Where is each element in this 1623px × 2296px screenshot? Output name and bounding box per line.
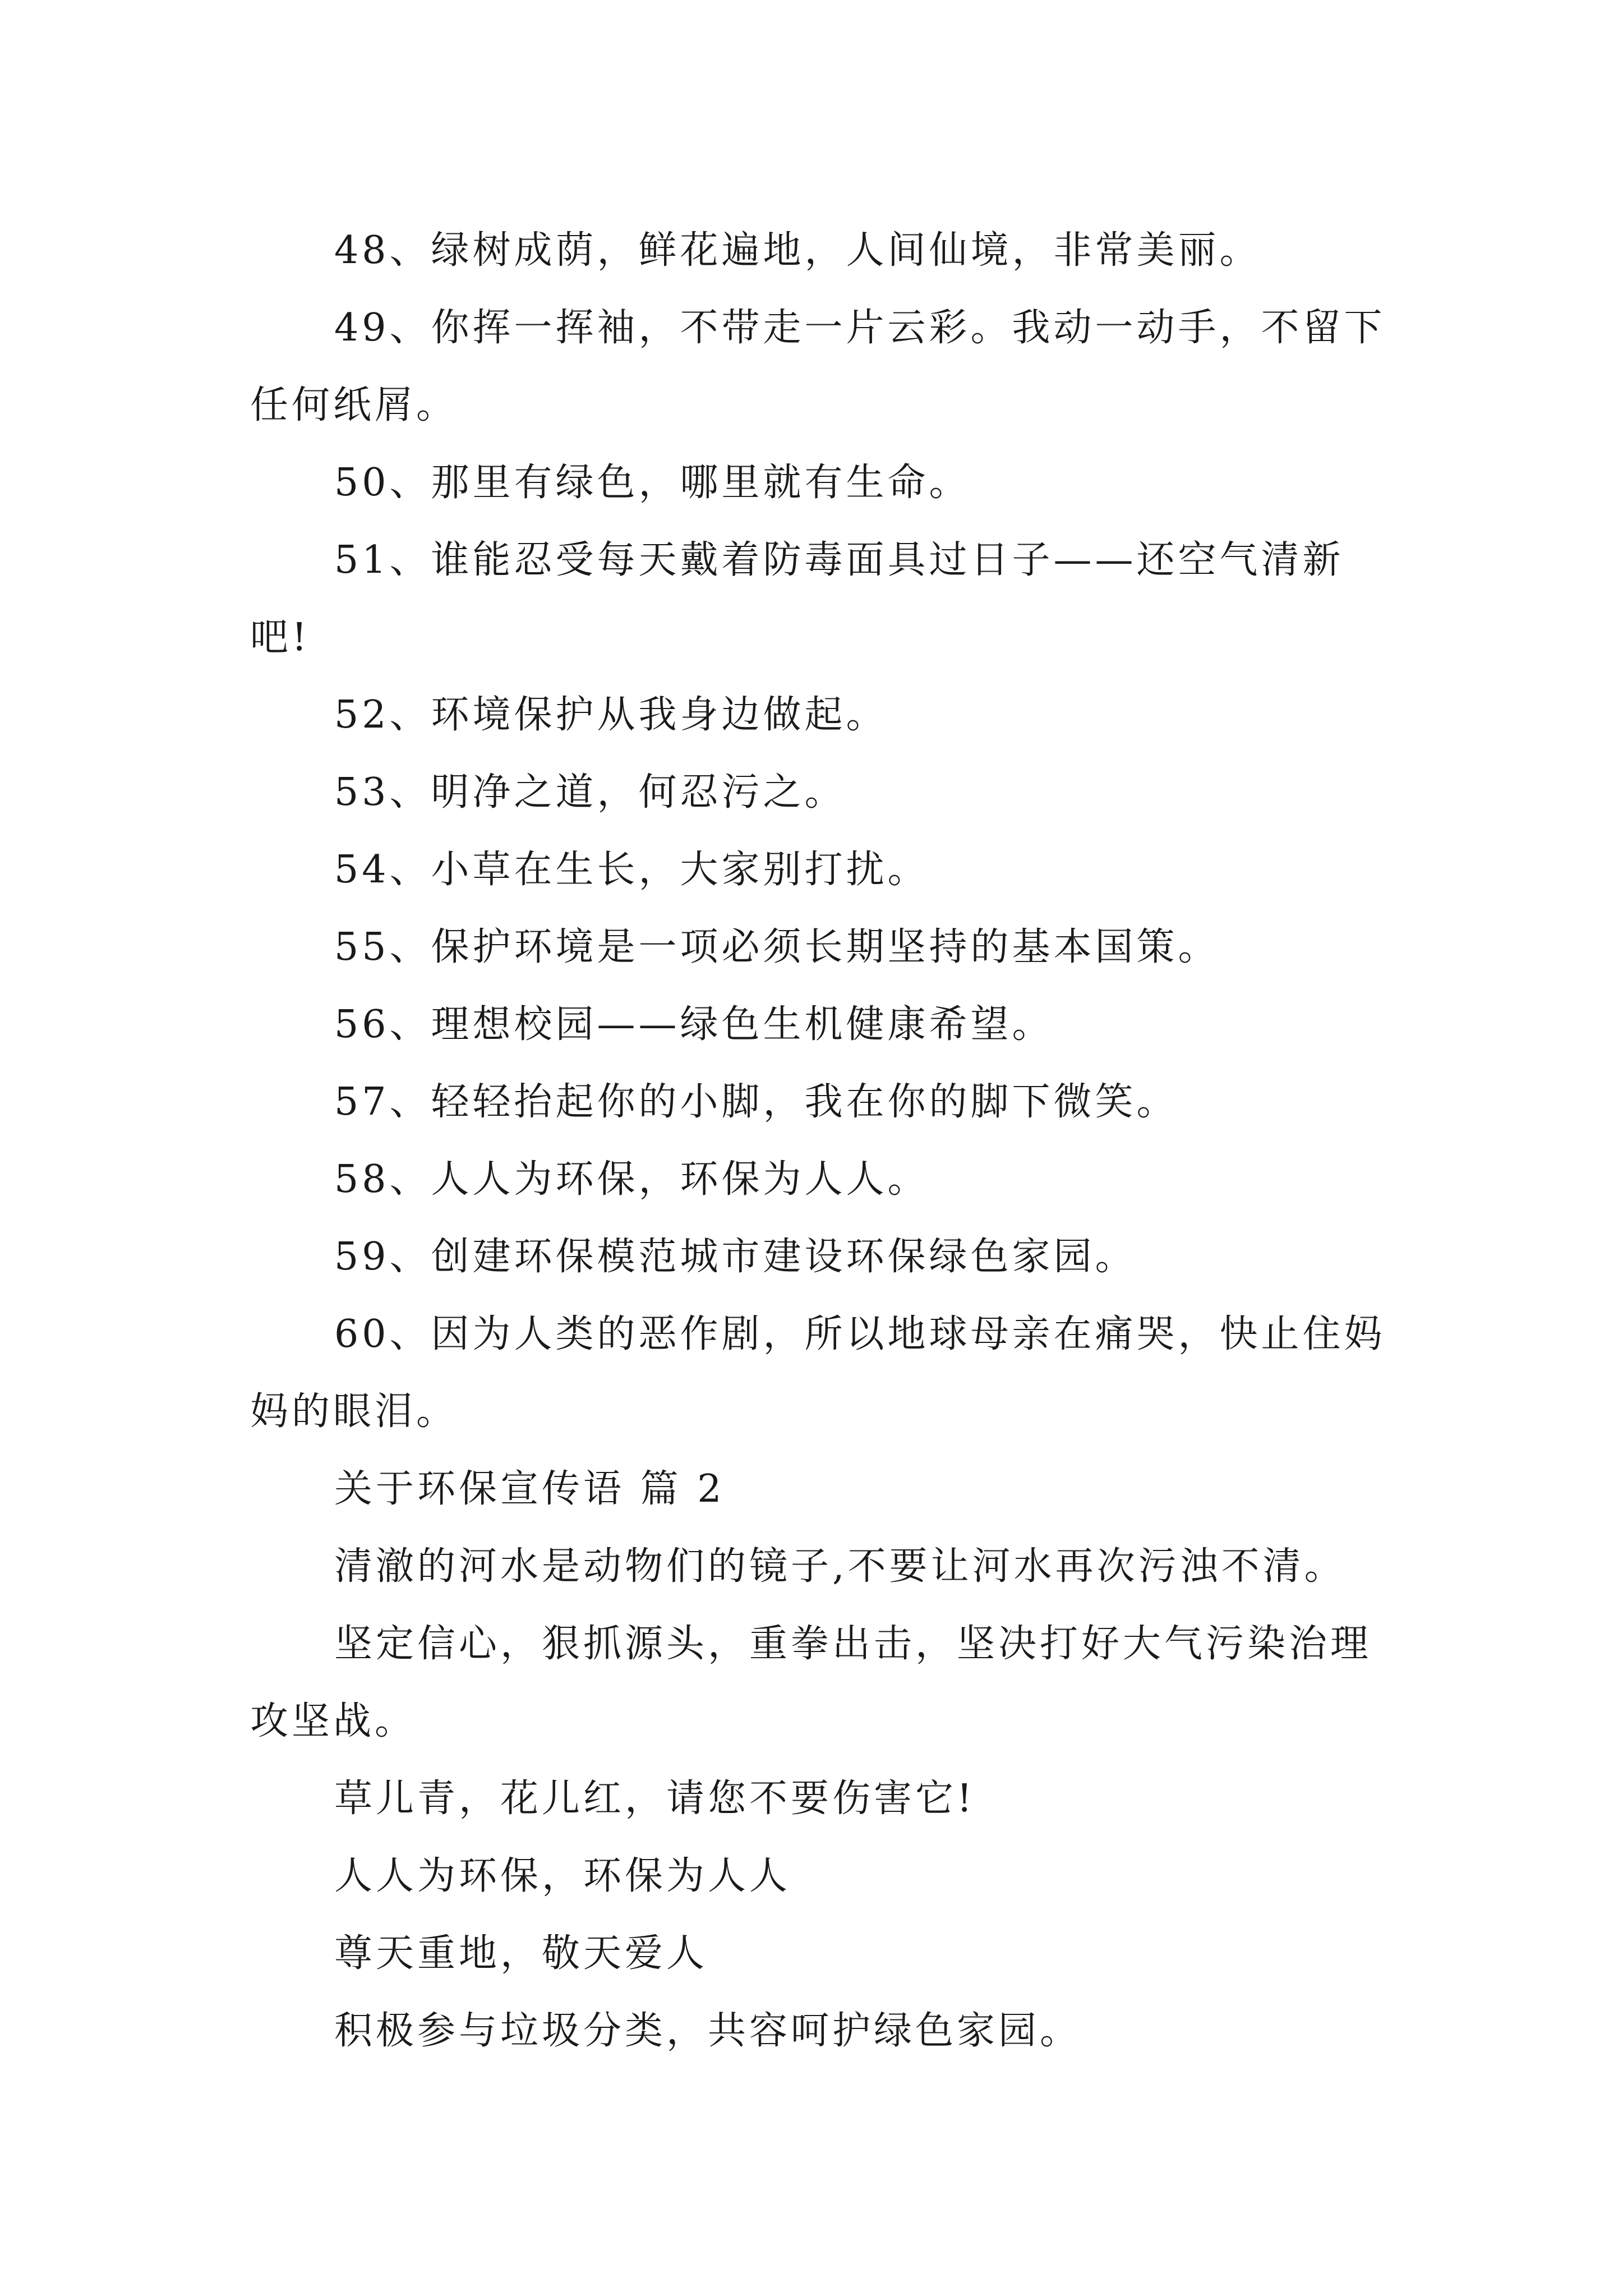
slogan-50: 50、那里有绿色，哪里就有生命。 — [334, 461, 971, 505]
slogan-48: 48、绿树成荫，鲜花遍地，人间仙境，非常美丽。 — [334, 228, 1261, 273]
slogan-garbage-sorting: 积极参与垃圾分类，共容呵护绿色家园。 — [334, 2009, 1082, 2053]
slogan-54: 54、小草在生长，大家别打扰。 — [334, 848, 929, 892]
slogan-58: 58、人人为环保，环保为人人。 — [334, 1157, 929, 1202]
slogan-respect-nature: 尊天重地，敬天爱人 — [334, 1931, 708, 1976]
section-heading: 关于环保宣传语 篇 2 — [334, 1467, 725, 1511]
slogan-grass-flowers: 草儿青，花儿红，请您不要伤害它! — [334, 1777, 976, 1821]
document-body — [250, 212, 1386, 2070]
slogan-55: 55、保护环境是一项必须长期坚持的基本国策。 — [334, 925, 1220, 969]
slogan-everyone: 人人为环保，环保为人人 — [334, 1854, 791, 1898]
slogan-river: 清澈的河水是动物们的镜子,不要让河水再次污浊不清。 — [334, 1544, 1346, 1589]
slogan-57: 57、轻轻抬起你的小脚，我在你的脚下微笑。 — [334, 1080, 1178, 1124]
slogan-53: 53、明净之道，何忍污之。 — [334, 770, 846, 815]
slogan-60: 60、因为人类的恶作剧，所以地球母亲在痛哭，快止住妈妈的眼泪。 — [250, 1312, 1386, 1434]
slogan-air-pollution: 坚定信心，狠抓源头，重拳出击，坚决打好大气污染治理攻坚战。 — [250, 1622, 1372, 1743]
slogan-56: 56、理想校园——绿色生机健康希望。 — [334, 1002, 1054, 1047]
slogan-59: 59、创建环保模范城市建设环保绿色家园。 — [334, 1235, 1137, 1279]
slogan-52: 52、环境保护从我身边做起。 — [334, 693, 888, 737]
slogan-51: 51、谁能忍受每天戴着防毒面具过日子——还空气清新吧! — [250, 538, 1344, 660]
slogan-49: 49、你挥一挥袖，不带走一片云彩。我动一动手，不留下任何纸屑。 — [250, 306, 1386, 427]
